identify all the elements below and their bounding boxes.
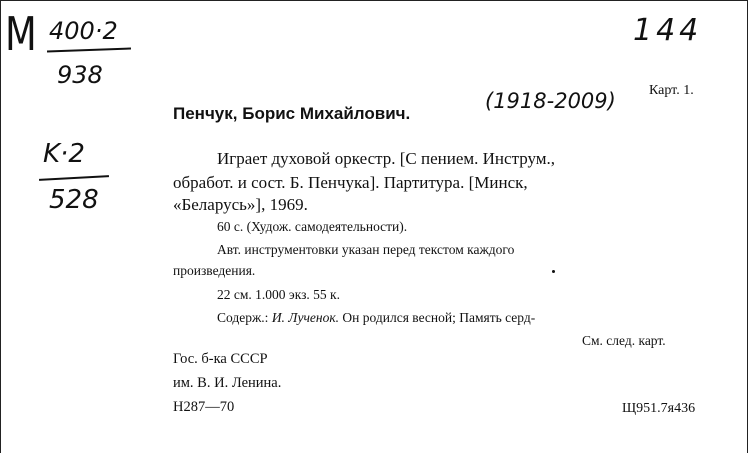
shelf-mark-bottom: 938 (57, 61, 103, 89)
pagination-note: 60 с. (Худож. самодеятельности). (217, 219, 408, 234)
contents-label: Содерж.: (217, 310, 269, 325)
contents-text: Он родился весной; Память серд- (342, 310, 536, 325)
contents-author: И. Лученок. (271, 310, 340, 325)
library-line-1: Гос. б-ка СССР (173, 351, 268, 367)
shelf-mark-top: 400·2 (49, 17, 118, 45)
note-line-2: произведения. (173, 263, 256, 278)
contents-line (217, 310, 535, 326)
title-line-3: «Беларусь»], 1969. (173, 195, 308, 214)
k-mark-top: K·2 (43, 139, 85, 169)
title-line-1: Играет духовой оркестр. [С пением. Инструм., (217, 149, 556, 168)
card-label: Карт. 1. (649, 83, 694, 98)
ink-dot (552, 270, 555, 273)
registration-code: Н287—70 (173, 399, 235, 415)
k-mark-bottom: 528 (49, 185, 99, 215)
shelf-mark-divider (47, 48, 131, 53)
author-heading: Пенчук, Борис Михайлович. (173, 104, 411, 123)
card-number: 144 (633, 13, 703, 48)
classification-code: Щ951.7я436 (622, 401, 696, 416)
shelf-letter: M (5, 7, 37, 61)
note-line-1: Авт. инструментовки указан перед текстом каждого (217, 242, 515, 257)
size-price-note: 22 см. 1.000 экз. 55 к. (217, 287, 340, 302)
continued-note: См. след. карт. (582, 333, 666, 348)
k-mark-divider (39, 175, 109, 181)
author-dates: (1918-2009) (485, 89, 616, 113)
title-line-2: обработ. и сост. Б. Пенчука]. Партитура. [Минск, (173, 173, 528, 192)
library-line-2: им. В. И. Ленина. (173, 375, 282, 391)
